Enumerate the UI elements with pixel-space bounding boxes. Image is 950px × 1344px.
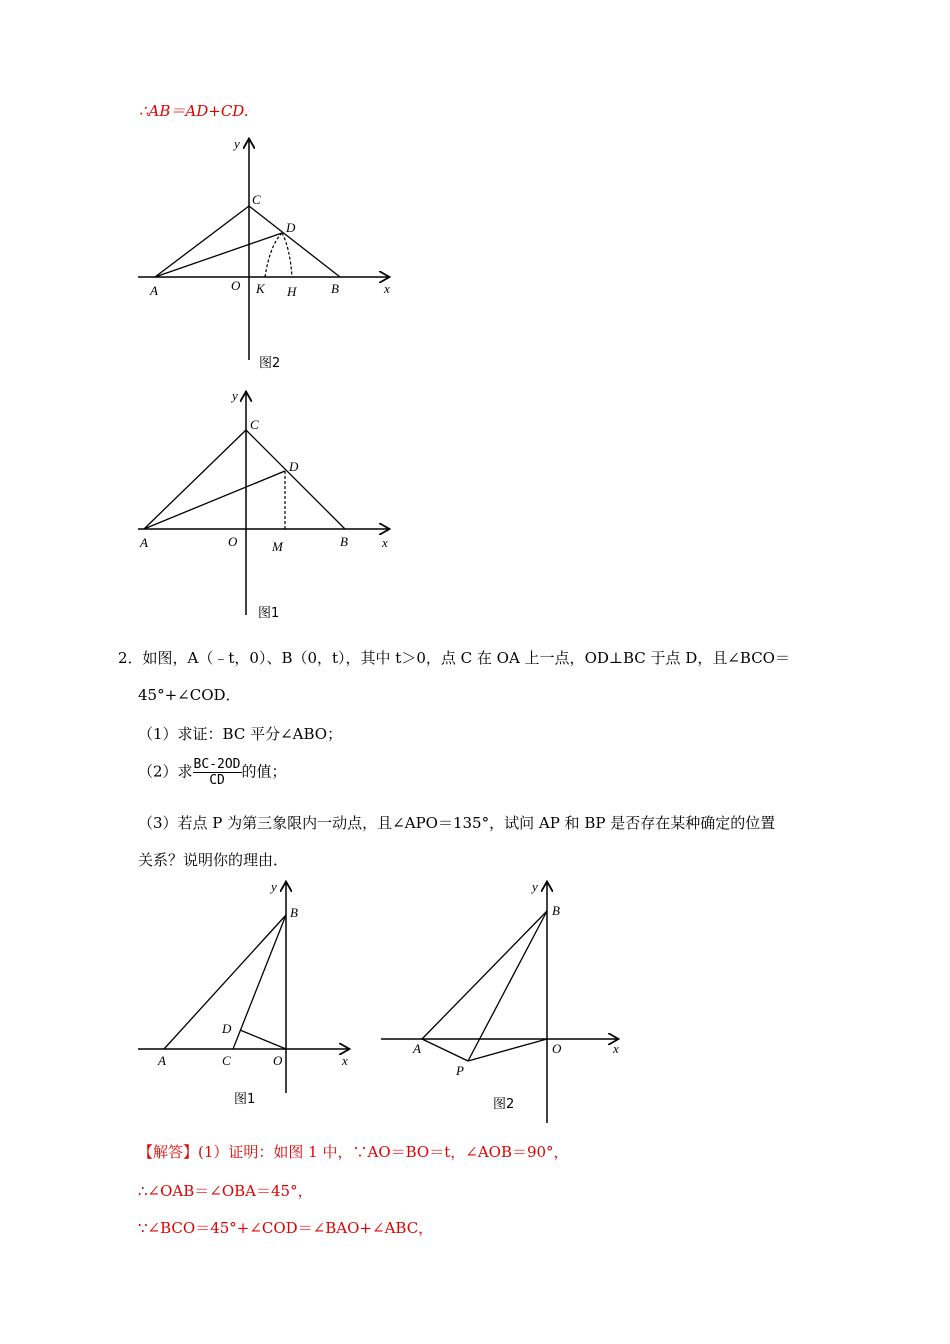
label-H: H <box>287 284 297 299</box>
conclusion-line: ∴AB＝AD+CD. <box>139 102 249 120</box>
segment-AD <box>144 471 285 529</box>
label-A: A <box>413 1041 421 1056</box>
label-y: y <box>532 879 538 894</box>
label-K: K <box>256 281 265 296</box>
answer-line1 <box>138 1141 569 1162</box>
label-D: D <box>289 459 299 474</box>
problem2-question1: （1）求证：BC 平分∠ABO； <box>138 725 343 743</box>
label-P: P <box>456 1063 464 1078</box>
figure-caption: 图1 <box>234 1092 256 1107</box>
label-O: O <box>552 1041 562 1056</box>
label-B: B <box>552 903 560 918</box>
arc-DH <box>282 233 292 277</box>
segment-AB <box>422 911 547 1039</box>
label-A: A <box>140 535 148 550</box>
figure-problem2-fig2 <box>375 875 635 1130</box>
problem2-question2 <box>138 757 287 788</box>
label-B: B <box>290 905 298 920</box>
answer-tag: 【解答】 <box>138 1143 199 1161</box>
problem2-line2: 45°+∠COD． <box>138 686 241 704</box>
q2-denominator: CD <box>209 773 225 788</box>
segment-OD <box>240 1030 286 1049</box>
label-B: B <box>340 534 348 549</box>
segment-CB <box>249 206 340 277</box>
q2-suffix: 的值； <box>241 762 287 781</box>
label-D: D <box>222 1021 232 1036</box>
label-y: y <box>232 388 238 403</box>
answer-line1-text: (1）证明：如图 1 中，∵AO＝BO＝t，∠AOB＝90°， <box>198 1143 569 1161</box>
q2-fraction <box>193 757 242 788</box>
problem2-line1: 2．如图，A（﹣t，0）、B（0，t），其中 t＞0，点 C 在 OA 上一点，OD⊥BC 于点 D，且∠BCO＝ <box>118 649 790 667</box>
figure-top-fig2 <box>130 130 410 375</box>
label-O: O <box>231 278 241 293</box>
figure-caption: 图1 <box>258 606 280 621</box>
segment-AC <box>144 430 246 529</box>
label-x: x <box>613 1041 619 1056</box>
segment-AP <box>422 1039 468 1061</box>
label-x: x <box>382 535 388 550</box>
label-O: O <box>273 1053 283 1068</box>
label-C: C <box>252 192 261 207</box>
q2-prefix: （2）求 <box>138 762 193 781</box>
answer-line2: ∴∠OAB＝∠OBA＝45°， <box>138 1182 313 1200</box>
segment-AD <box>155 233 282 277</box>
label-A: A <box>150 283 158 298</box>
figure-caption: 图2 <box>493 1097 515 1112</box>
label-y: y <box>234 136 240 151</box>
label-M: M <box>272 539 283 554</box>
segment-PO <box>468 1039 547 1061</box>
label-B: B <box>331 281 339 296</box>
label-D: D <box>286 220 296 235</box>
label-O: O <box>228 534 238 549</box>
label-A: A <box>158 1053 166 1068</box>
arc-DK <box>265 233 282 277</box>
segment-AC <box>155 206 249 277</box>
answer-line3: ∵∠BCO＝45°+∠COD＝∠BAO+∠ABC， <box>138 1219 434 1237</box>
figure-problem2-fig1 <box>130 875 360 1115</box>
label-x: x <box>342 1053 348 1068</box>
figure-caption: 图2 <box>259 356 281 371</box>
label-y: y <box>271 879 277 894</box>
q2-numerator: BC-2OD <box>193 757 241 772</box>
label-x: x <box>384 281 390 296</box>
problem2-question3-line2: 关系？说明你的理由． <box>138 851 289 869</box>
figure-second-fig1 <box>130 385 410 630</box>
problem2-question3-line1: （3）若点 P 为第三象限内一动点，且∠APO＝135°，试问 AP 和 BP 是否存在某种确定的位置 <box>138 814 776 832</box>
segment-CB <box>233 915 286 1049</box>
segment-CB <box>246 430 345 529</box>
label-C: C <box>222 1053 231 1068</box>
label-C: C <box>250 417 259 432</box>
